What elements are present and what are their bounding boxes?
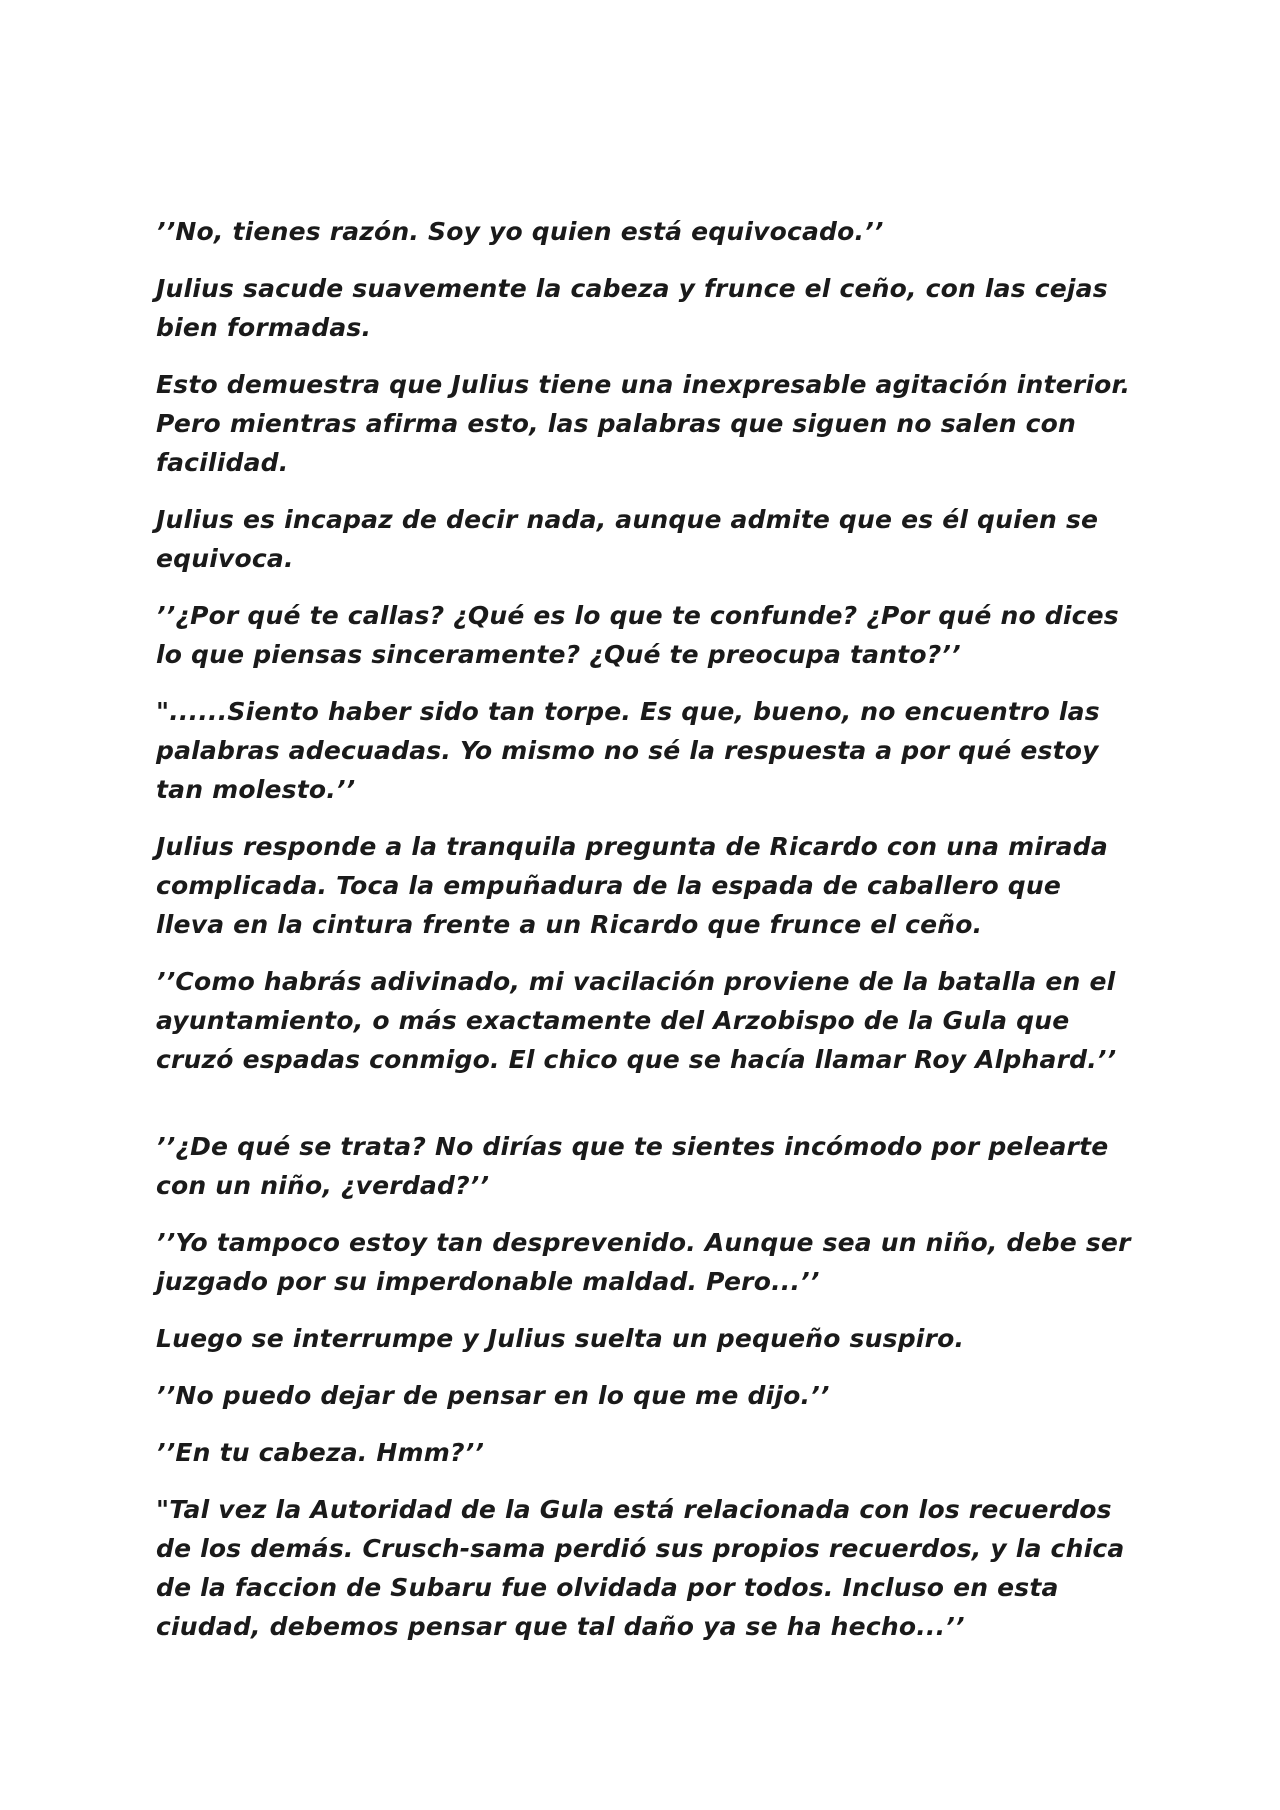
paragraph: Julius es incapaz de decir nada, aunque admite que es él quien se equivoca. bbox=[156, 505, 1099, 573]
document-text bbox=[156, 212, 1136, 1664]
paragraph: "......Siento haber sido tan torpe. Es que, bueno, no encuentro las palabras adecuadas. Yo mismo no sé la respuesta a por qué estoy tan molesto.’’ bbox=[156, 697, 1100, 804]
paragraph: ’’No puedo dejar de pensar en lo que me dijo.’’ bbox=[156, 1381, 830, 1410]
paragraph: ’’En tu cabeza. Hmm?’’ bbox=[156, 1438, 485, 1467]
paragraph: Julius responde a la tranquila pregunta de Ricardo con una mirada complicada. Toca la empuñadura de la espada de caballero que lleva en la cintura frente a un Ricardo que frunce el ceño. bbox=[156, 832, 1108, 939]
paragraph-spacer bbox=[156, 1097, 1136, 1127]
paragraph: Luego se interrumpe y Julius suelta un pequeño suspiro. bbox=[156, 1324, 965, 1353]
paragraph: Esto demuestra que Julius tiene una inexpresable agitación interior. Pero mientras afirma esto, las palabras que siguen no salen con facilidad. bbox=[156, 370, 1131, 477]
paragraph: ’’No, tienes razón. Soy yo quien está equivocado.’’ bbox=[156, 217, 884, 246]
paragraph: Julius sacude suavemente la cabeza y frunce el ceño, con las cejas bien formadas. bbox=[156, 274, 1108, 342]
paragraph: "Tal vez la Autoridad de la Gula está relacionada con los recuerdos de los demás. Crusch-sama perdió sus propios recuerdos, y la chica de la faccion de Subaru fue olvidada por todos. Incluso en esta ciudad, debemos pensar que tal daño ya se ha hecho...’’ bbox=[156, 1495, 1125, 1641]
paragraph: ’’¿De qué se trata? No dirías que te sientes incómodo por pelearte con un niño, ¿verdad?’’ bbox=[156, 1132, 1109, 1200]
paragraph: ’’Yo tampoco estoy tan desprevenido. Aunque sea un niño, debe ser juzgado por su imperdonable maldad. Pero...’’ bbox=[156, 1228, 1131, 1296]
paragraph: ’’Como habrás adivinado, mi vacilación proviene de la batalla en el ayuntamiento, o más exactamente del Arzobispo de la Gula que cruzó espadas conmigo. El chico que se hacía llamar Roy Alphard.’’ bbox=[156, 967, 1117, 1074]
paragraph: ’’¿Por qué te callas? ¿Qué es lo que te confunde? ¿Por qué no dices lo que piensas sinceramente? ¿Qué te preocupa tanto?’’ bbox=[156, 601, 1119, 669]
